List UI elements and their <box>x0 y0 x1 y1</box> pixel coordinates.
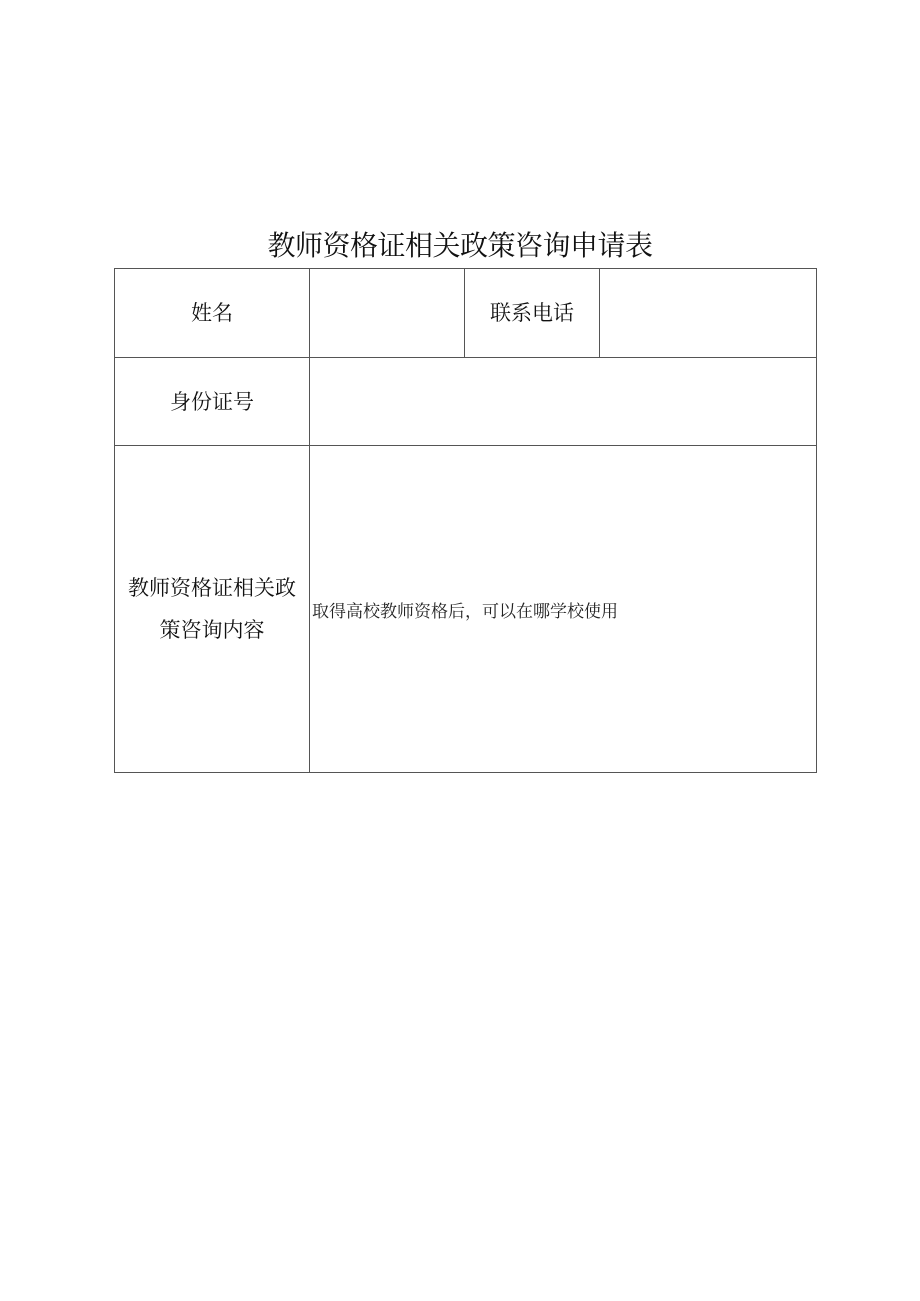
name-value[interactable] <box>310 269 465 358</box>
phone-value[interactable] <box>600 269 817 358</box>
page-title: 教师资格证相关政策咨询申请表 <box>267 229 653 262</box>
form-row-name-phone <box>115 269 817 358</box>
content-value-cell[interactable] <box>310 446 817 773</box>
form-row-content <box>115 446 817 773</box>
application-form-table <box>114 268 817 773</box>
content-label-line-1: 教师资格证相关政 <box>128 576 296 600</box>
content-value: 取得高校教师资格后，可以在哪学校使用 <box>312 601 618 622</box>
id-value[interactable] <box>310 358 817 446</box>
form-row-id <box>115 358 817 446</box>
content-label-line-2: 策咨询内容 <box>159 618 265 642</box>
content-label <box>115 446 310 773</box>
id-label: 身份证号 <box>115 358 310 446</box>
phone-label: 联系电话 <box>465 269 600 358</box>
name-label: 姓名 <box>115 269 310 358</box>
